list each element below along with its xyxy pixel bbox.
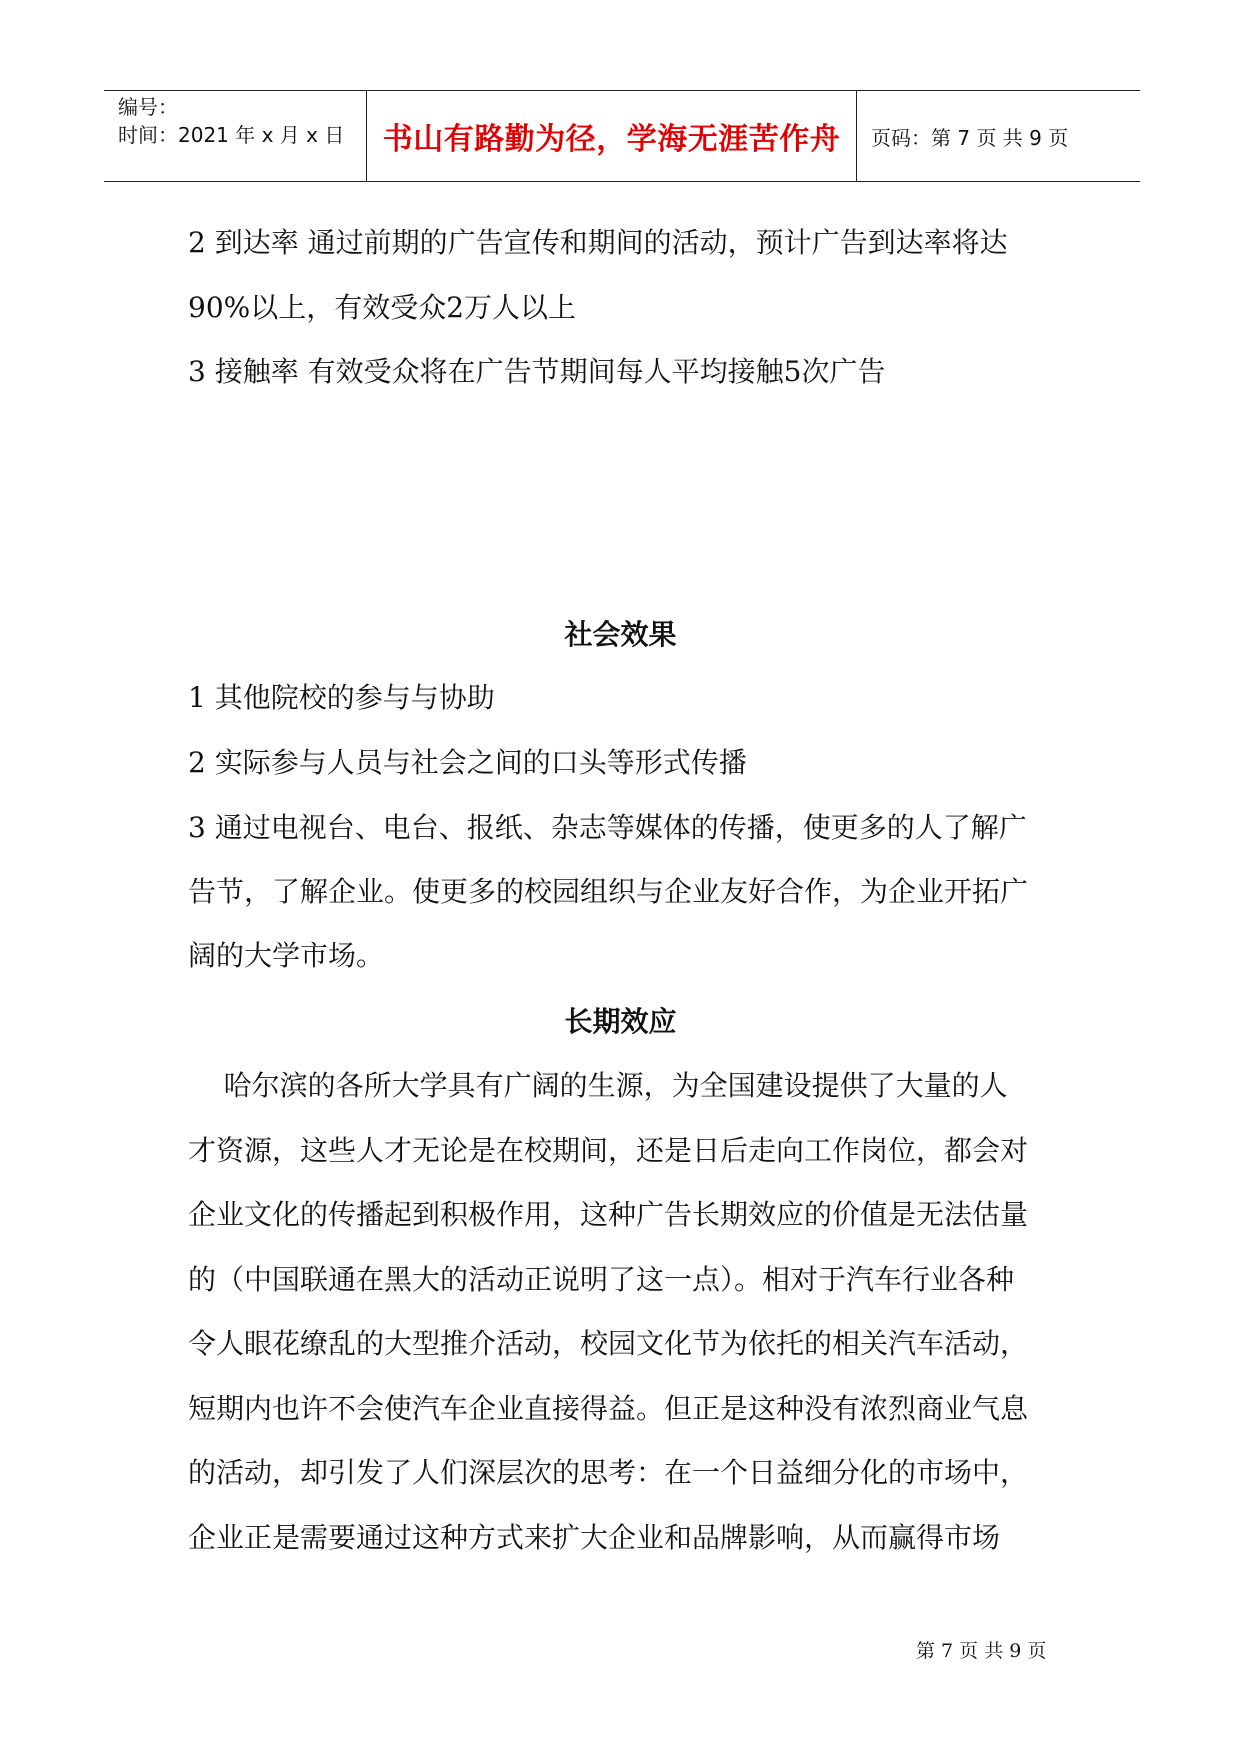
long-term-line-8: 企业正是需要通过这种方式来扩大企业和品牌影响，从而赢得市场	[188, 1521, 1001, 1554]
long-term-line-6: 短期内也许不会使汽车企业直接得益。但正是这种没有浓烈商业气息	[188, 1392, 1029, 1425]
section-title-long-term: 长期效应	[564, 1005, 677, 1038]
long-term-line-1: 哈尔滨的各所大学具有广阔的生源，为全国建设提供了大量的人	[188, 1069, 1008, 1102]
long-term-line-3: 企业文化的传播起到积极作用，这种广告长期效应的价值是无法估量	[188, 1198, 1029, 1231]
reach-line-1: 2 到达率 通过前期的广告宣传和期间的活动，预计广告到达率将达	[188, 226, 1008, 259]
reach-line-2: 90%以上，有效受众2万人以上	[188, 291, 577, 324]
page-header	[104, 90, 1140, 182]
header-page-number: 页码：第 7 页 共 9 页	[871, 125, 1069, 150]
header-motto: 书山有路勤为径，学海无涯苦作舟	[367, 91, 857, 181]
document-number-label: 编号：	[118, 95, 178, 119]
header-meta	[104, 91, 367, 181]
contact-line: 3 接触率 有效受众将在广告节期间每人平均接触5次广告	[188, 355, 886, 388]
long-term-line-7: 的活动，却引发了人们深层次的思考：在一个日益细分化的市场中，	[188, 1456, 1029, 1489]
long-term-line-2: 才资源，这些人才无论是在校期间，还是日后走向工作岗位，都会对	[188, 1134, 1029, 1167]
social-line-3: 3 通过电视台、电台、报纸、杂志等媒体的传播，使更多的人了解广	[188, 811, 1027, 844]
long-term-line-4: 的（中国联通在黑大的活动正说明了这一点）。相对于汽车行业各种	[188, 1263, 1015, 1296]
social-line-2: 2 实际参与人员与社会之间的口头等形式传播	[188, 746, 747, 779]
social-line-4: 告节，了解企业。使更多的校园组织与企业友好合作，为企业开拓广	[188, 875, 1029, 908]
social-line-5: 阔的大学市场。	[188, 939, 385, 972]
page-footer: 第 7 页 共 9 页	[916, 1640, 1047, 1662]
section-title-social: 社会效果	[564, 618, 677, 651]
document-date: 时间：2021 年 x 月 x 日	[118, 123, 345, 147]
social-line-1: 1 其他院校的参与与协助	[188, 681, 495, 714]
long-term-line-5: 令人眼花缭乱的大型推介活动，校园文化节为依托的相关汽车活动，	[188, 1327, 1029, 1360]
